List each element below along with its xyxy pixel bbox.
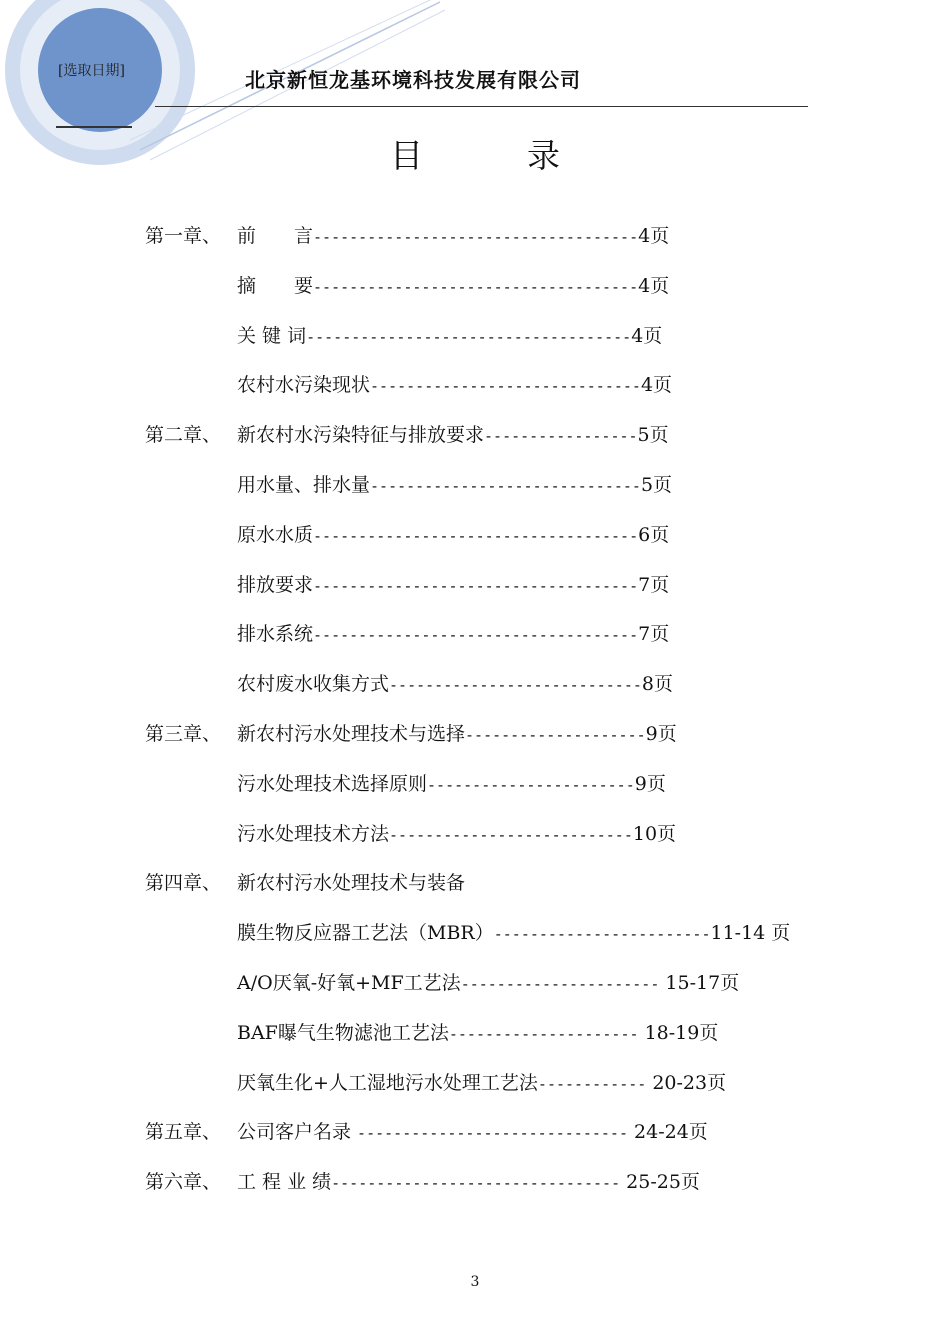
toc-entry-title: 新农村水污染特征与排放要求 [237, 424, 485, 447]
toc-entry-title: 排放要求 [237, 573, 314, 596]
toc-entry[interactable] [237, 919, 790, 948]
toc-page-ref: 25-25页 [620, 1171, 700, 1194]
toc-chapter-label: 第二章、 [145, 424, 222, 447]
toc-page-ref: 7页 [638, 623, 670, 646]
toc-leader: ------------------------------------ [313, 576, 639, 595]
toc-page-ref: 10页 [632, 822, 677, 845]
toc-leader: ---------------------- [460, 975, 660, 993]
toc-page-ref: 5页 [640, 474, 673, 496]
toc-page-ref: 5页 [637, 424, 669, 447]
toc-chapter-label: 第一章、 [145, 225, 222, 247]
toc-leader: -------------------- [465, 726, 646, 744]
toc-entry-title: 前 言 [237, 225, 314, 247]
toc-chapter-label: 第三章、 [145, 723, 222, 745]
toc-entry-title: 排水系统 [237, 623, 314, 646]
toc-entry-title: 新农村污水处理技术与选择 [237, 723, 466, 745]
toc-page-ref: 4页 [631, 324, 663, 347]
toc-leader: ------------------------------ [370, 377, 641, 396]
toc-page-ref: 8页 [641, 673, 673, 696]
toc-leader: ----------------- [484, 427, 638, 446]
toc-leader: ------------------------------ [357, 1124, 628, 1143]
toc-entry-title: 工 程 业 绩 [237, 1171, 332, 1194]
company-name: 北京新恒龙基环境科技发展有限公司 [245, 68, 581, 92]
toc-entry[interactable] [237, 521, 669, 550]
toc-entry[interactable] [237, 770, 666, 799]
toc-page-ref: 4页 [638, 274, 670, 297]
toc-entry-title: 农村水污染现状 [237, 374, 371, 397]
toc-entry[interactable] [145, 1118, 708, 1147]
toc-leader: ------------------------------------ [313, 277, 639, 296]
toc-page-ref: 7页 [638, 573, 670, 596]
toc-page-ref: 6页 [638, 523, 670, 546]
toc-entry[interactable] [237, 571, 669, 600]
date-underline [56, 126, 132, 128]
toc-entry-title: 摘 要 [237, 274, 314, 297]
toc-entry[interactable] [145, 720, 677, 749]
toc-entry-title: A/O厌氧-好氧+MF工艺法 [237, 972, 461, 994]
toc-entry-title: 农村废水收集方式 [237, 673, 390, 696]
toc-entry-title: 公司客户名录 [237, 1121, 358, 1144]
toc-chapter-label: 第五章、 [145, 1121, 222, 1144]
toc-leader: ------------------------------------ [313, 228, 639, 246]
toc-entry[interactable] [237, 620, 669, 649]
toc-leader: ------------ [537, 1074, 647, 1093]
toc-page-ref: 24-24页 [627, 1121, 708, 1144]
toc-entry[interactable] [237, 322, 662, 351]
header-rule [155, 106, 808, 107]
toc-entry[interactable] [237, 471, 672, 500]
toc-leader: ------------------------------------ [313, 526, 639, 545]
toc-entry-title: 关 键 词 [237, 324, 307, 347]
toc-page-ref: 18-19页 [638, 1021, 719, 1044]
toc-entry[interactable] [237, 670, 673, 699]
toc-leader: ------------------------------------ [306, 327, 632, 346]
toc-entry-title: 污水处理技术方法 [237, 822, 390, 845]
toc-entry[interactable] [237, 1019, 718, 1048]
toc-entry[interactable] [145, 1168, 700, 1197]
toc-entry[interactable] [145, 869, 465, 897]
toc-leader: ------------------------------ [370, 477, 641, 495]
toc-entry-title: 原水水质 [237, 523, 314, 546]
toc-leader: --------------------------- [389, 825, 633, 844]
toc-entry[interactable] [237, 969, 739, 998]
toc-page-ref: 11-14 页 [710, 922, 791, 945]
toc-entry-title: 膜生物反应器工艺法（MBR） [237, 922, 494, 945]
toc-leader: -------------------------------- [331, 1174, 621, 1193]
toc-page-ref: 4页 [638, 225, 670, 247]
date-placeholder[interactable]: [选取日期] [58, 63, 125, 79]
toc-entry-title: 污水处理技术选择原则 [237, 772, 428, 795]
toc-page-ref: 15-17页 [659, 972, 740, 994]
toc-entry[interactable] [145, 222, 669, 251]
toc-leader: --------------------- [448, 1024, 639, 1043]
toc-entry-title: BAF曝气生物滤池工艺法 [237, 1021, 449, 1044]
toc-leader: ------------------------ [493, 925, 711, 944]
page-number: 3 [470, 1274, 480, 1290]
toc-entry[interactable] [237, 371, 672, 400]
toc-entry[interactable] [237, 820, 676, 849]
toc-entry-title: 用水量、排水量 [237, 474, 371, 496]
toc-page-ref: 9页 [634, 772, 666, 795]
toc-entry[interactable] [145, 421, 669, 450]
toc-leader: ---------------------------- [389, 676, 642, 695]
toc-page-ref: 9页 [645, 723, 677, 745]
toc-entry-title: 厌氧生化+人工湿地污水处理工艺法 [237, 1071, 538, 1094]
toc-entry[interactable] [237, 1069, 726, 1098]
toc-chapter-label: 第六章、 [145, 1171, 222, 1194]
toc-title: 目录 [390, 136, 664, 175]
toc-leader: ------------------------------------ [313, 626, 639, 645]
toc-chapter-label: 第四章、 [145, 872, 222, 895]
toc-page-ref: 20-23页 [646, 1071, 727, 1094]
toc-leader: ----------------------- [427, 775, 635, 794]
toc-entry-title: 新农村污水处理技术与装备 [237, 872, 466, 895]
toc-entry[interactable] [237, 272, 669, 301]
toc-page-ref: 4页 [640, 374, 673, 397]
